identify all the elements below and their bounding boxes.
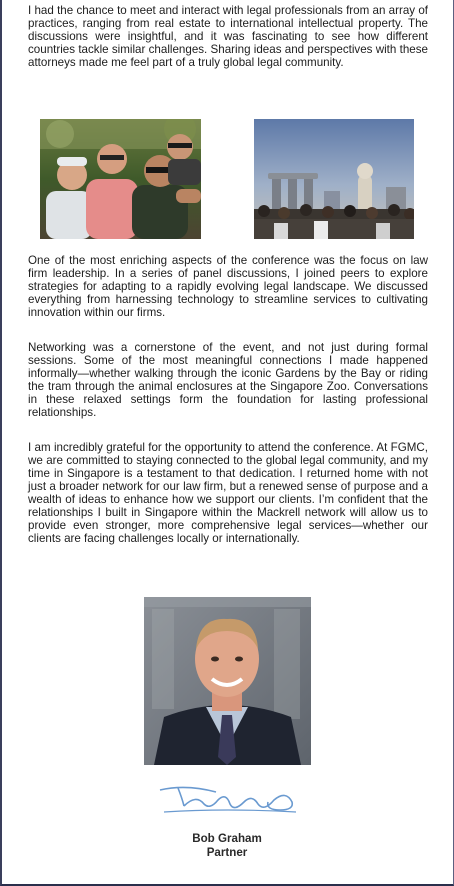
handwritten-signature	[156, 780, 300, 816]
singapore-skyline-photo	[254, 119, 414, 239]
signer-title: Partner	[206, 846, 248, 859]
group-selfie-photo	[40, 119, 201, 239]
paragraph-global-community: I had the chance to meet and interact with legal professionals from an array of practices, ranging from real estate to international intellectual property. The discussions were insightful, and it was fascinating to see how different countries tackle similar challenges. Sharing ideas and perspectives with these attorneys made me feel part of a truly global legal community.	[28, 4, 428, 69]
paragraph-leadership: One of the most enriching aspects of the conference was the focus on law firm leadership. In a series of panel discussions, I joined peers to explore strategies for adapting to a rapidly evolving legal landscape. We discussed everything from harnessing technology to streamline services to cultivating innovation within our firms.	[28, 254, 428, 319]
paragraph-gratitude: I am incredibly grateful for the opportunity to attend the conference. At FGMC, we are committed to staying connected to the global legal community, and my time in Singapore is a testament to that dedication. I returned home with not just a broader network for our law firm, but a renewed sense of purpose and a wealth of ideas to enhance how we support our clients. I’m confident that the relationships I built in Singapore within the Mackrell network will allow us to provide even stronger, more comprehensive legal services—whether our clients are facing challenges locally or internationally.	[28, 441, 428, 545]
paragraph-networking: Networking was a cornerstone of the event, and not just during formal sessions. Some of the most meaningful connections I made happened informally—whether walking through the iconic Gardens by the Bay or riding the tram through the animal enclosures at the Singapore Zoo. Conversations in these relaxed settings form the foundation for lasting professional relationships.	[28, 341, 428, 419]
signer-name: Bob Graham	[192, 832, 262, 845]
author-portrait	[144, 597, 311, 765]
